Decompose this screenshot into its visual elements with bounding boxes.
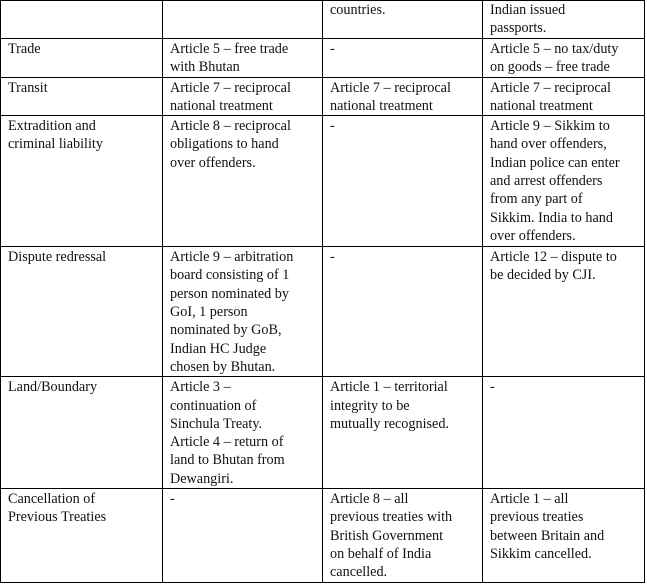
cell-text-line: and arrest offenders [490,173,603,190]
cell-text-line: Sikkim cancelled. [490,545,592,562]
cell-text-line: Article 3 – [170,379,231,396]
cell-cancellation-sikkim [483,489,645,583]
cell-text-line: Article 4 – return of [170,434,284,451]
cell-land-topic [1,377,163,489]
cell-text-line: Article 7 – reciprocal [490,79,611,96]
cell-text-line: - [330,118,335,135]
cell-transit-sikkim [483,77,645,116]
cell-trade-topic [1,39,163,78]
cell-text-line: over offenders. [490,227,576,244]
cell-text-line: - [330,41,335,57]
cell-text-line: Article 8 – all [330,491,409,508]
cell-text-line: Article 7 – reciprocal [330,79,451,96]
cell-text-line: hand over offenders, [490,136,607,153]
cell-text-line: be decided by CJI. [490,267,596,284]
cell-text-line: with Bhutan [170,59,240,76]
cell-land-sikkim [483,377,645,489]
cell-land-india [323,377,483,489]
table-row [1,77,645,116]
cell-extradition-india [323,116,483,247]
cell-extradition-topic [1,116,163,247]
cell-transit-topic [1,77,163,116]
cell-text-line: Sinchula Treaty. [170,415,263,432]
table-row [1,377,645,489]
cell-text-line: British Government [330,527,444,544]
cell-trade-sikkim [483,39,645,78]
cell-text-line: Dewangiri. [170,470,234,487]
cell-text-line: - [330,249,335,266]
cell-text-line: Article 8 – reciprocal [170,118,291,135]
cell-extradition-sikkim [483,116,645,247]
cell-text-line: GoI, 1 person [170,304,248,321]
cell-text-line: over offenders. [170,154,256,171]
cell-text-line: - [490,379,495,396]
cell-text-line: between Britain and [490,527,605,544]
cell-text-line: Article 9 – Sikkim to [490,118,610,135]
cell-text-line: countries. [330,2,386,18]
cell-text-line: person nominated by [170,285,289,302]
table-row [1,1,645,39]
cell-dispute-bhutan [163,247,323,377]
cell-text-line: Land/Boundary [8,379,98,396]
cell-text-line: Indian HC Judge [170,340,267,357]
cell-continued-row-topic [1,1,163,39]
cell-text-line: Dispute redressal [8,249,107,266]
cell-text-line: previous treaties with [330,509,453,526]
table-row [1,39,645,78]
cell-extradition-bhutan [163,116,323,247]
cell-dispute-india [323,247,483,377]
cell-text-line: previous treaties [490,509,584,526]
cell-text-line: Article 1 – territorial [330,379,448,396]
cell-text-line: Article 12 – dispute to [490,249,617,266]
cell-text-line: Article 1 – all [490,491,569,508]
cell-text-line: Cancellation of [8,491,96,508]
cell-text-line: - [170,491,175,508]
table-row [1,247,645,377]
cell-continued-row-sikkim [483,1,645,39]
cell-cancellation-topic [1,489,163,583]
cell-text-line: land to Bhutan from [170,452,285,469]
cell-text-line: integrity to be [330,397,410,414]
cell-text-line: Indian police can enter [490,154,620,171]
cell-text-line: continuation of [170,397,257,414]
cell-text-line: nominated by GoB, [170,322,282,339]
cell-text-line: board consisting of 1 [170,267,290,284]
cell-text-line: obligations to hand [170,136,279,153]
cell-trade-india [323,39,483,78]
cell-text-line: Transit [8,79,48,96]
cell-text-line: Sikkim. India to hand [490,209,613,226]
cell-transit-bhutan [163,77,323,116]
cell-text-line: criminal liability [8,136,103,153]
cell-dispute-topic [1,247,163,377]
cell-text-line: Previous Treaties [8,509,107,526]
cell-text-line: national treatment [170,97,273,114]
table-body [1,1,645,583]
cell-text-line: Trade [8,41,41,57]
cell-text-line: passports. [490,20,547,37]
cell-text-line: Extradition and [8,118,96,135]
cell-land-bhutan [163,377,323,489]
cell-text-line: Indian issued [490,2,566,18]
cell-continued-row-bhutan [163,1,323,39]
table-row [1,116,645,247]
cell-text-line: from any part of [490,191,583,208]
cell-text-line: cancelled. [330,564,388,581]
cell-text-line: national treatment [330,97,433,114]
cell-text-line: Article 5 – no tax/duty [490,41,619,57]
cell-cancellation-india [323,489,483,583]
cell-transit-india [323,77,483,116]
cell-text-line: on behalf of India [330,545,432,562]
cell-text-line: on goods – free trade [490,59,610,76]
cell-text-line: mutually recognised. [330,415,449,432]
cell-text-line: Article 5 – free trade [170,41,289,57]
cell-text-line: national treatment [490,97,593,114]
cell-trade-bhutan [163,39,323,78]
cell-continued-row-india [323,1,483,39]
cell-dispute-sikkim [483,247,645,377]
cell-cancellation-bhutan [163,489,323,583]
cell-text-line: Article 7 – reciprocal [170,79,291,96]
cell-text-line: Article 9 – arbitration [170,249,294,266]
table-row [1,489,645,583]
cell-text-line: chosen by Bhutan. [170,358,276,375]
